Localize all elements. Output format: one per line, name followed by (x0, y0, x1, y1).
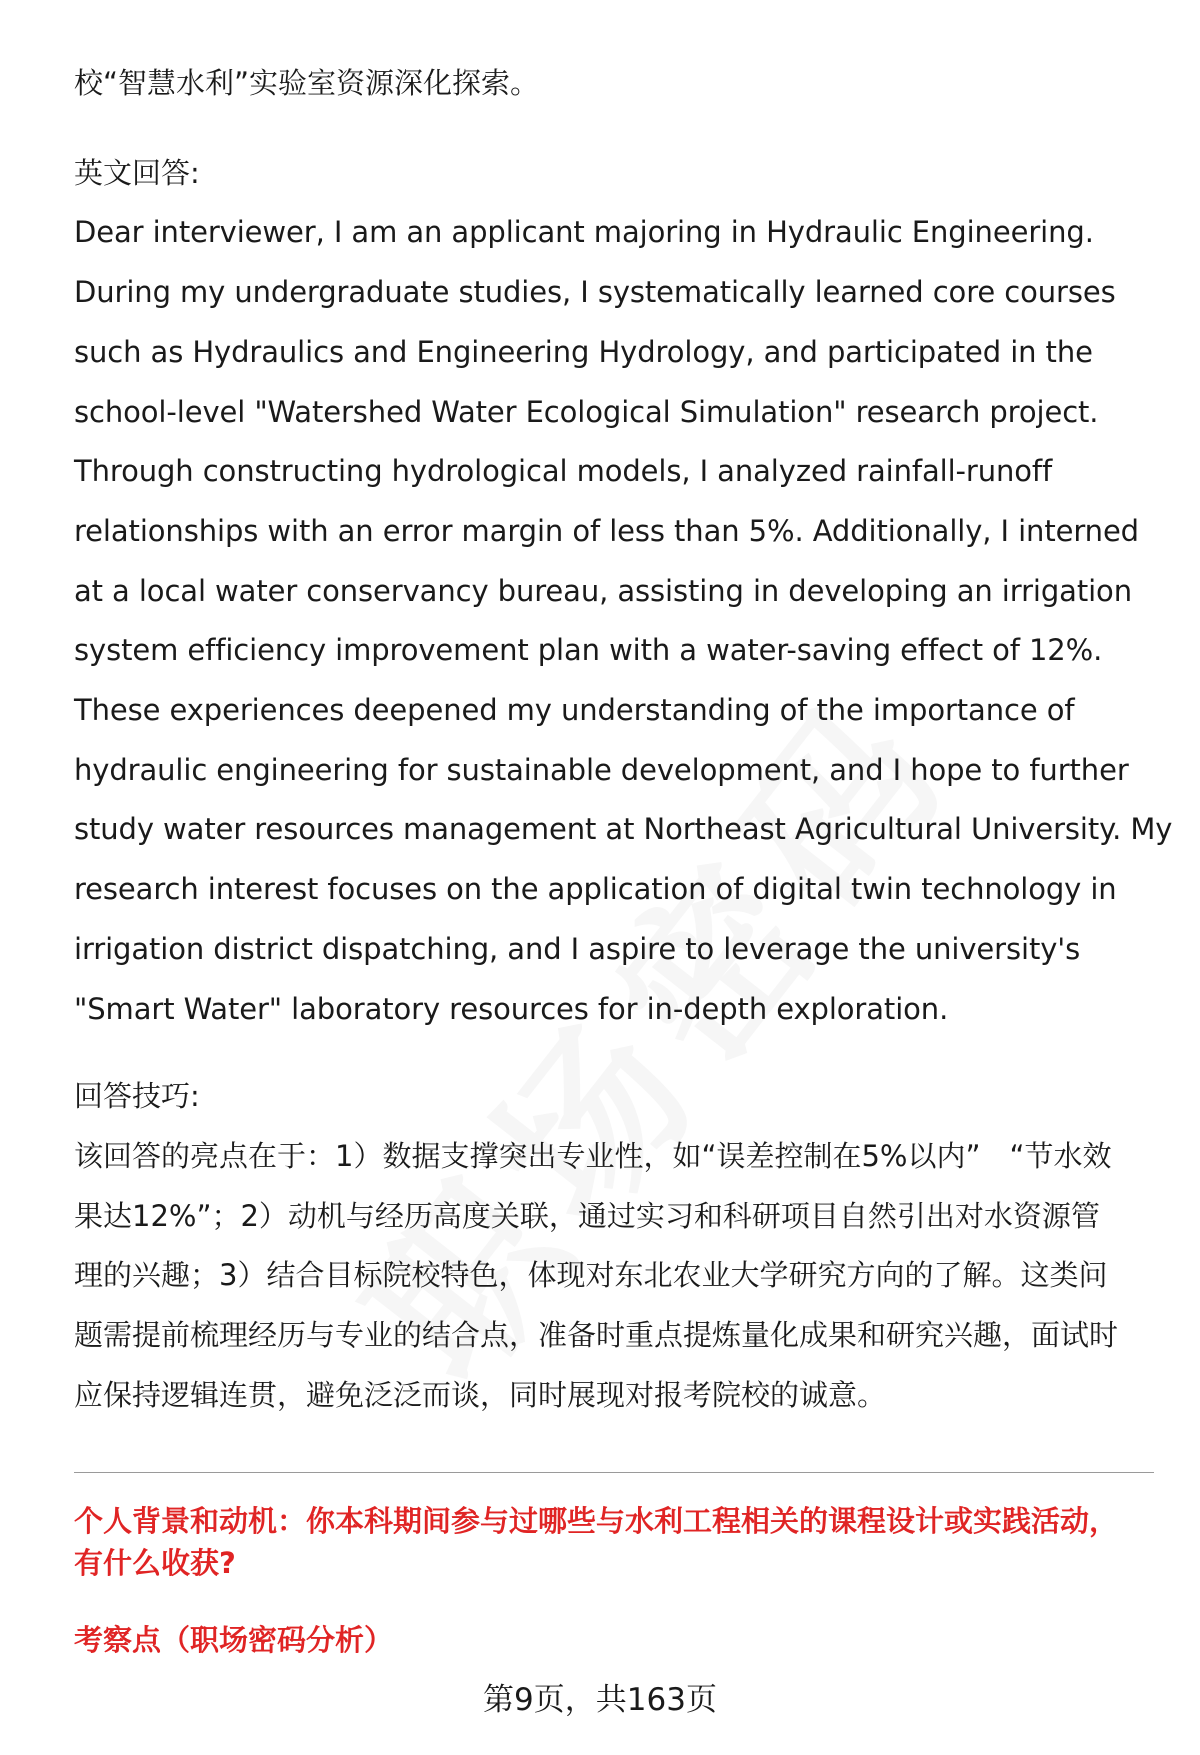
tips-line: 果达12%”；2）动机与经历高度关联，通过实习和科研项目自然引出对水资源管 (74, 1198, 1100, 1233)
tips-line: 题需提前梳理经历与专业的结合点，准备时重点提炼量化成果和研究兴趣，面试时 (74, 1318, 1119, 1353)
next-question-line: 个人背景和动机：你本科期间参与过哪些与水利工程相关的课程设计或实践活动， (74, 1504, 1119, 1538)
english-answer-line: school-level "Watershed Water Ecological Simulation" research project. (74, 394, 1099, 429)
english-answer-line: Through constructing hydrological models, I analyzed rainfall-runoff (74, 454, 1053, 489)
english-answer-line: such as Hydraulics and Engineering Hydrology, and participated in the (74, 334, 1093, 369)
tips-heading: 回答技巧: (74, 1079, 200, 1114)
analysis-subheading: 考察点（职场密码分析） (74, 1623, 394, 1657)
next-question-title (74, 1500, 1164, 1584)
english-answer-line: relationships with an error margin of less than 5%. Additionally, I interned (74, 513, 1139, 548)
section-divider (74, 1472, 1154, 1473)
english-answer-line: Dear interviewer, I am an applicant majoring in Hydraulic Engineering. (74, 215, 1094, 250)
top-line: 校“智慧水利”实验室资源深化探索。 (74, 66, 540, 100)
tips-body (74, 1127, 1154, 1426)
tips-line: 理的兴趣；3）结合目标院校特色，体现对东北农业大学研究方向的了解。这类问 (74, 1258, 1108, 1293)
english-answer-line: During my undergraduate studies, I systematically learned core courses (74, 275, 1116, 310)
tips-line: 该回答的亮点在于：1）数据支撑突出专业性，如“误差控制在5%以内” “节水效 (74, 1138, 1112, 1173)
english-answer-line: research interest focuses on the application of digital twin technology in (74, 872, 1117, 907)
english-answer-line: hydraulic engineering for sustainable development, and I hope to further (74, 752, 1129, 787)
english-answer-line: irrigation district dispatching, and I aspire to leverage the university's (74, 931, 1081, 966)
english-answer-body (74, 203, 1173, 1039)
english-answer-line: at a local water conservancy bureau, assisting in developing an irrigation (74, 573, 1132, 608)
page-number: 第9页，共163页 (483, 1682, 717, 1718)
english-answer-line: study water resources management at Northeast Agricultural University. My (74, 812, 1173, 847)
next-question-line: 有什么收获? (74, 1546, 236, 1580)
english-answer-line: These experiences deepened my understanding of the importance of (74, 693, 1075, 728)
page-content (74, 54, 1173, 1425)
tips-line: 应保持逻辑连贯，避免泛泛而谈，同时展现对报考院校的诚意。 (74, 1377, 887, 1412)
english-answer-heading: 英文回答: (74, 155, 200, 190)
english-answer-line: system efficiency improvement plan with a water-saving effect of 12%. (74, 633, 1103, 668)
english-answer-line: "Smart Water" laboratory resources for in-depth exploration. (74, 991, 949, 1026)
